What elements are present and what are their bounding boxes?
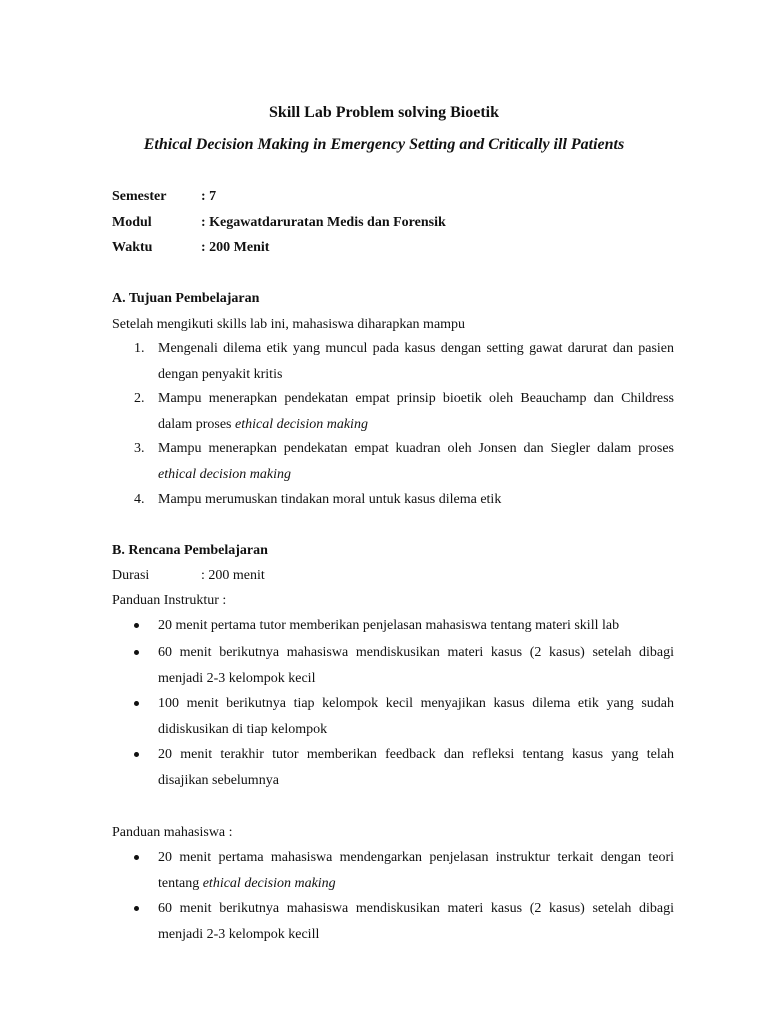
meta-value: : 7 (201, 189, 217, 204)
objective-item (112, 386, 674, 437)
instructor-guide-label: Panduan Instruktur : (112, 593, 227, 608)
instructor-item (112, 742, 674, 793)
instructor-item-text: 20 menit terakhir tutor memberikan feedback dan refleksi tentang kasus yang telah disajikan sebelumnya (158, 747, 674, 788)
bullet-icon (134, 623, 139, 628)
list-number: 4. (134, 492, 145, 507)
student-item (112, 845, 674, 896)
italic-term: ethical decision making (158, 466, 291, 482)
list-number: 2. (134, 391, 145, 406)
meta-key: Modul (112, 215, 152, 230)
instructor-item-text: 20 menit pertama tutor memberikan penjelasan mahasiswa tentang materi skill lab (158, 618, 620, 633)
document-title: Skill Lab Problem solving Bioetik (269, 104, 499, 121)
objective-text: Mampu menerapkan pendekatan empat kuadran oleh Jonsen dan Siegler dalam proses ethical decision making (158, 441, 674, 482)
meta-key: Waktu (112, 240, 153, 255)
objective-text: Mampu merumuskan tindakan moral untuk kasus dilema etik (158, 492, 502, 507)
meta-value: : 200 Menit (201, 240, 270, 255)
objective-item (112, 436, 674, 487)
bullet-icon (134, 752, 139, 757)
section-a-intro: Setelah mengikuti skills lab ini, mahasiswa diharapkan mampu (112, 317, 466, 332)
student-item-text: 60 menit berikutnya mahasiswa mendiskusikan materi kasus (2 kasus) setelah dibagi menjadi 2-3 kelompok kecill (158, 901, 674, 942)
student-item (112, 896, 674, 947)
section-b-heading: B. Rencana Pembelajaran (112, 543, 268, 558)
document-subtitle: Ethical Decision Making in Emergency Setting and Critically ill Patients (143, 136, 625, 153)
bullet-icon (134, 650, 139, 655)
objective-item (112, 487, 674, 513)
bullet-icon (134, 701, 139, 706)
italic-term: ethical decision making (202, 875, 336, 891)
instructor-item (112, 640, 674, 691)
meta-value: : Kegawatdaruratan Medis dan Forensik (201, 215, 446, 230)
objective-item (112, 336, 674, 387)
list-number: 3. (134, 441, 145, 456)
objective-text: Mengenali dilema etik yang muncul pada kasus dengan setting gawat darurat dan pasien dengan penyakit kritis (158, 341, 674, 382)
bullet-icon (134, 906, 139, 911)
instructor-item (112, 691, 674, 742)
meta-key: Semester (112, 189, 167, 204)
duration-label: Durasi (112, 568, 150, 583)
instructor-item-text: 100 menit berikutnya tiap kelompok kecil menyajikan kasus dilema etik yang sudah didiskusikan di tiap kelompok (158, 696, 674, 737)
objective-text: Mampu menerapkan pendekatan empat prinsip bioetik oleh Beauchamp dan Childress dalam proses ethical decision making (158, 391, 674, 432)
student-item-text: 20 menit pertama mahasiswa mendengarkan penjelasan instruktur terkait dengan teori tentang ethical decision making (158, 850, 674, 891)
list-number: 1. (134, 341, 145, 356)
instructor-item (112, 613, 674, 639)
bullet-icon (134, 855, 139, 860)
instructor-item-text: 60 menit berikutnya mahasiswa mendiskusikan materi kasus (2 kasus) setelah dibagi menjadi 2-3 kelompok kecil (158, 645, 674, 686)
duration-value: : 200 menit (201, 568, 265, 583)
italic-term: ethical decision making (234, 416, 368, 432)
student-guide-label: Panduan mahasiswa : (112, 825, 233, 840)
section-a-heading: A. Tujuan Pembelajaran (112, 291, 260, 306)
